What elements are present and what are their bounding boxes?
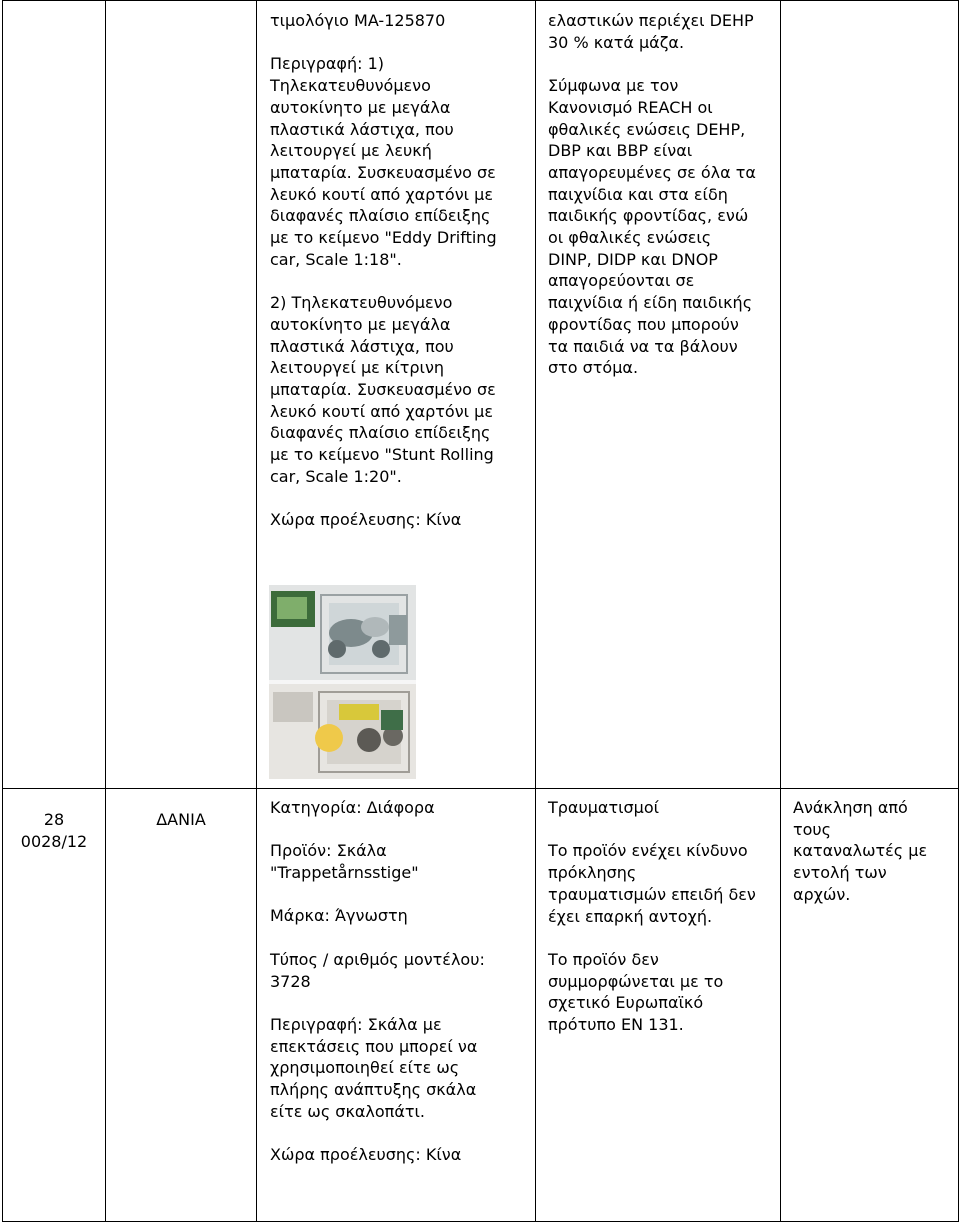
photo-divider (269, 680, 416, 684)
category-text: Κατηγορία: Διάφορα (270, 798, 435, 817)
table-top-border (2, 0, 959, 1)
risk-continuation-cell (548, 10, 778, 379)
photo-upper-box (269, 585, 416, 682)
risk-explanation: Το προϊόν ενέχει κίνδυνο πρόκλησης τραυματισμών επειδή δεν έχει επαρκή αντοχή. (548, 841, 756, 926)
country-cell (106, 809, 256, 831)
brand-text: Μάρκα: Άγνωστη (270, 906, 408, 926)
measures-cell (793, 797, 953, 906)
risk-type: Τραυματισμοί (548, 798, 660, 817)
column-border (958, 0, 959, 1222)
entry-reference: 0028/12 (20, 831, 88, 851)
product-description-cell (270, 10, 532, 531)
origin-text: Χώρα προέλευσης: Κίνα (270, 1145, 462, 1165)
standard-compliance: Το προϊόν δεν συμμορφώνεται με το σχετικό Ευρωπαϊκό πρότυπο EN 131. (548, 949, 724, 1034)
reach-regulation-text: Σύμφωνα με τον Κανονισμό REACH οι φθαλικές ενώσεις DEHP, DBP και BBP είναι απαγορευμένες σε όλα τα παιχνίδια και στα είδη παιδικής φροντίδας, ενώ οι φθαλικές ενώσεις DINP, DIDP και DNOP απαγορεύονται σε παιχνίδια ή είδη παιδικής φροντίδας που μπορούν τα παιδιά να τα βάλουν στο στόμα. (548, 76, 756, 378)
invoice-text: τιμολόγιο MA-125870 (270, 11, 446, 30)
item-1-description: Περιγραφή: 1) Τηλεκατευθυνόμενο αυτοκίνητο με μεγάλα πλαστικά λάστιχα, που λειτουργεί με λευκή μπαταρία. Συσκευασμένο σε λευκό κουτί από χαρτόνι με διαφανές πλαίσιο επίδειξης με το κείμενο "Eddy Drifting car, Scale 1:18". (270, 54, 497, 269)
column-border (256, 0, 257, 1222)
column-border (535, 0, 536, 1222)
product-name-text: Προϊόν: Σκάλα "Trappetårnsstige" (270, 841, 419, 883)
column-border (2, 0, 3, 1222)
description-text: Περιγραφή: Σκάλα με επεκτάσεις που μπορεί να χρησιμοποιηθεί είτε ως πλήρης ανάπτυξης σκάλα είτε ως σκαλοπάτι. (270, 1014, 478, 1121)
model-text: Τύπος / αριθμός μοντέλου: 3728 (270, 949, 485, 991)
dehp-content-text: ελαστικών περιέχει DEHP 30 % κατά μάζα. (548, 11, 754, 52)
product-cell (270, 797, 532, 1166)
photo-lower-box (269, 682, 416, 779)
notifying-country: ΔΑΝΙΑ (156, 810, 206, 829)
table-bottom-border (2, 1221, 959, 1222)
product-photo (269, 585, 416, 779)
item-2-description: 2) Τηλεκατευθυνόμενο αυτοκίνητο με μεγάλα πλαστικά λάστιχα, που λειτουργεί με κίτρινη μπαταρία. Συσκευασμένο σε λευκό κουτί από χαρτόνι με διαφανές πλαίσιο επίδειξης με το κείμενο "Stunt Rolling car, Scale 1:20". (270, 293, 496, 486)
entry-number: 28 (43, 810, 65, 829)
row-divider (2, 788, 959, 789)
column-border (780, 0, 781, 1222)
number-cell (3, 809, 105, 852)
column-border (105, 0, 106, 1222)
country-of-origin: Χώρα προέλευσης: Κίνα (270, 510, 462, 530)
measure-text: Ανάκληση από τους καταναλωτές με εντολή των αρχών. (793, 798, 928, 904)
risk-cell (548, 797, 778, 1036)
